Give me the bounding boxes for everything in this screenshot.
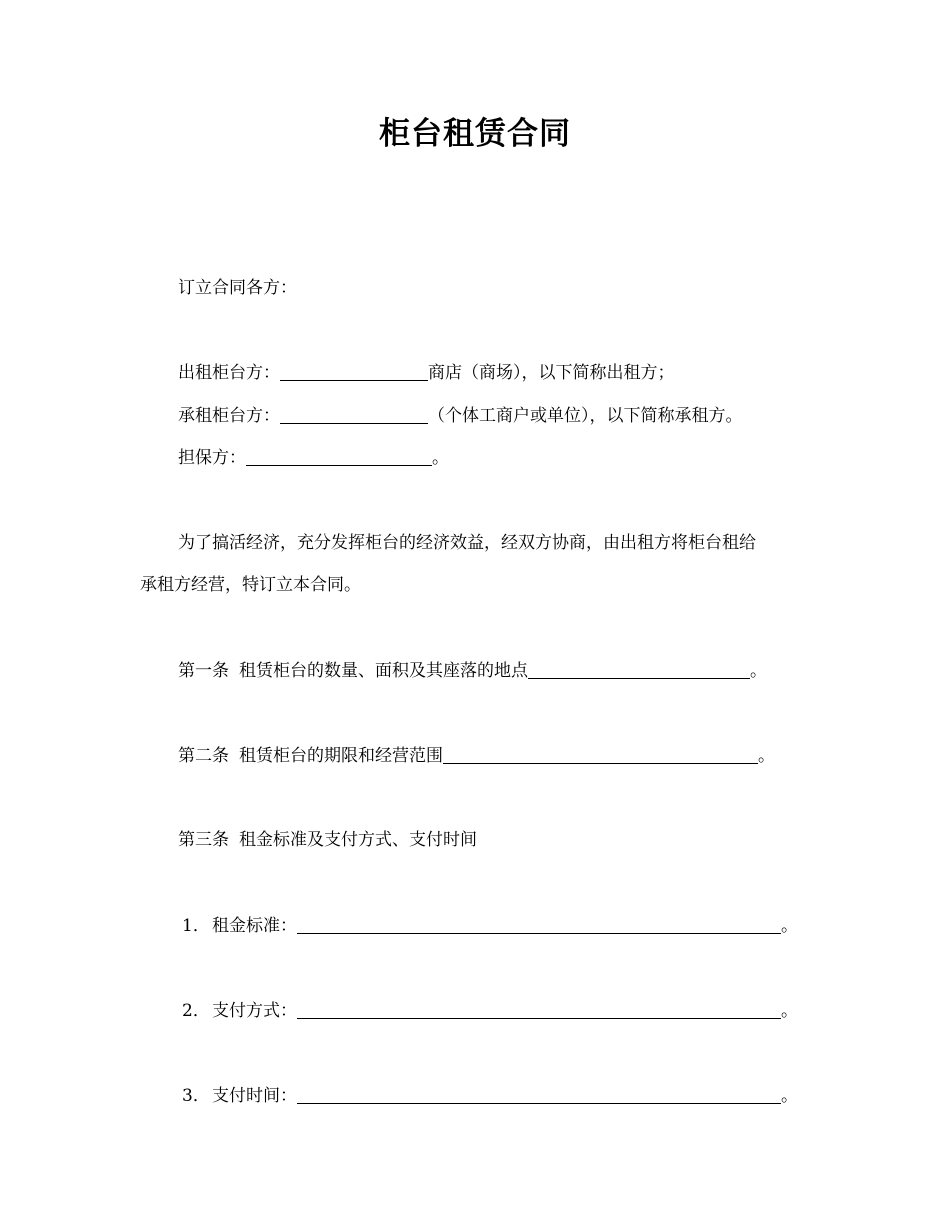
- purpose-paragraph-line-1: 为了搞活经济，充分发挥柜台的经济效益，经双方协商，由出租方将柜台租给: [178, 533, 756, 553]
- article-3: [178, 828, 477, 852]
- article-text: 租金标准及支付方式、支付时间: [239, 830, 477, 850]
- article-1: [178, 659, 767, 683]
- item-label: 支付方式：: [212, 1001, 297, 1021]
- article-end: 。: [750, 661, 767, 681]
- article-number: 第一条: [178, 661, 229, 681]
- article-text: 租赁柜台的数量、面积及其座落的地点: [239, 661, 528, 681]
- lessee-line: [178, 404, 743, 428]
- article-2: [178, 744, 775, 768]
- payment-method-field[interactable]: [297, 1000, 781, 1019]
- rent-standard-field[interactable]: [297, 915, 781, 934]
- lessee-suffix: （个体工商户或单位），以下简称承租方。: [428, 406, 743, 426]
- article-number: 第二条: [178, 746, 229, 766]
- article-number: 第三条: [178, 830, 229, 850]
- lessee-label: 承租柜台方：: [178, 406, 280, 426]
- purpose-paragraph-line-2: 承租方经营，特订立本合同。: [140, 575, 361, 595]
- lessor-line: [178, 361, 675, 385]
- article-end: 。: [758, 746, 775, 766]
- item-end: 。: [781, 916, 798, 936]
- lessee-name-field[interactable]: [280, 405, 428, 424]
- article-text: 租赁柜台的期限和经营范围: [239, 746, 443, 766]
- guarantor-label: 担保方：: [178, 448, 246, 468]
- guarantor-suffix: 。: [432, 448, 449, 468]
- rent-item-3: [178, 1084, 798, 1108]
- document-title: 柜台租赁合同: [379, 116, 571, 152]
- parties-intro: 订立合同各方：: [178, 278, 297, 298]
- lessor-label: 出租柜台方：: [178, 363, 280, 383]
- article-1-field[interactable]: [528, 660, 750, 679]
- guarantor-name-field[interactable]: [246, 447, 432, 466]
- lessor-name-field[interactable]: [280, 362, 428, 381]
- item-number: 2．: [182, 1001, 210, 1021]
- item-end: 。: [781, 1001, 798, 1021]
- item-number: 1．: [182, 916, 210, 936]
- item-number: 3．: [182, 1086, 210, 1106]
- rent-item-1: [178, 914, 798, 938]
- item-label: 支付时间：: [212, 1086, 297, 1106]
- article-2-field[interactable]: [443, 745, 758, 764]
- lessor-suffix: 商店（商场），以下简称出租方；: [428, 363, 675, 383]
- payment-time-field[interactable]: [297, 1085, 781, 1104]
- item-label: 租金标准：: [212, 916, 297, 936]
- item-end: 。: [781, 1086, 798, 1106]
- guarantor-line: [178, 446, 449, 470]
- rent-item-2: [178, 999, 798, 1023]
